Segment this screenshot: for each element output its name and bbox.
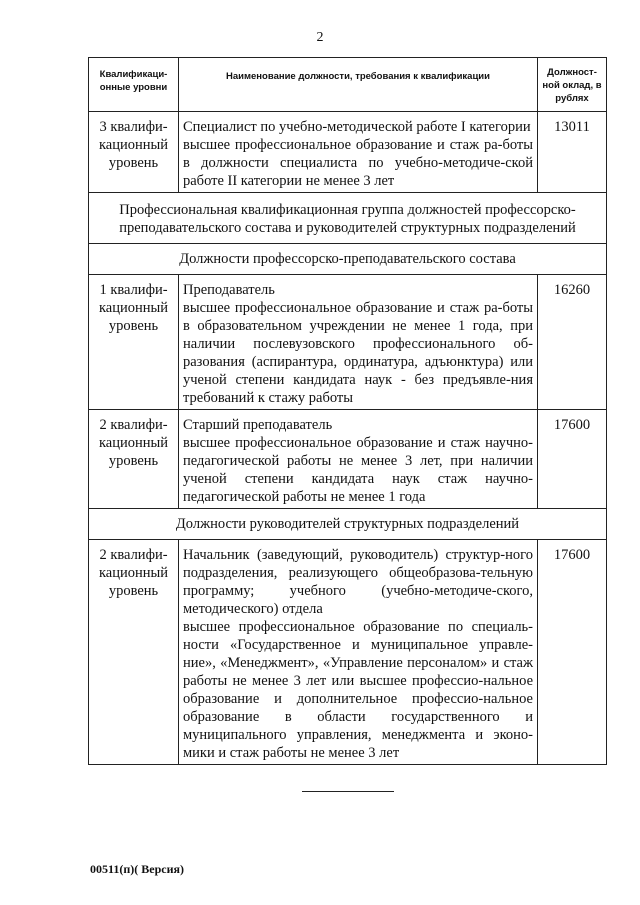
group-title-row (89, 193, 607, 244)
position-title: Начальник (заведующий, руководитель) структур-ного подразделения, реализующего общеобразова-тельную программу; учебного (учебно-методиче-ского, методического) отдела (183, 547, 533, 617)
header-levels: Квалификаци-онные уровни (89, 58, 179, 112)
salary-cell: 17600 (538, 540, 607, 765)
salary-cell: 17600 (538, 410, 607, 509)
position-requirements: высшее профессиональное образование и стаж ра-боты в образовательном учреждении не менее 1 года, при наличии послевузовского профессионального об-разования (аспирантура, ординатура, адъюнктура) или ученой степени кандидата наук - без предъявле-ния требований к стажу работы (183, 300, 533, 406)
table-header-row (89, 58, 607, 112)
position-cell (179, 410, 538, 509)
section-title-row (89, 509, 607, 540)
section-title-teaching: Должности профессорско-преподавательского состава (89, 244, 607, 275)
qualification-table (88, 57, 607, 765)
position-requirements: высшее профессиональное образование и стаж научно-педагогической работы не менее 3 лет, при наличии ученой степени кандидата наук стаж научно-педагогической работы не менее 1 года (183, 435, 533, 505)
position-cell (179, 540, 538, 765)
header-salary: Должност-ной оклад, в рублях (538, 58, 607, 112)
position-requirements: высшее профессиональное образование по специаль-ности «Государственное и муниципальное управле-ние», «Менеджмент», «Управление персоналом» и стаж работы не менее 3 лет или высшее профессио-нальное образование и дополнительное профессио-нальное образование в области государственного и муниципального управления, менеджмента и эконо-мики и стаж работы не менее 3 лет (183, 619, 533, 761)
salary-cell: 16260 (538, 275, 607, 410)
table-row (89, 540, 607, 765)
group-title: Профессиональная квалификационная группа должностей профессорско-преподавательского состава и руководителей структурных подразделений (89, 193, 607, 244)
salary-cell: 13011 (538, 112, 607, 193)
position-title: Старший преподаватель (183, 417, 333, 433)
end-divider (302, 791, 394, 792)
position-cell (179, 112, 538, 193)
position-title: Преподаватель (183, 282, 275, 298)
level-cell: 2 квалифи-кационный уровень (89, 410, 179, 509)
table-row (89, 410, 607, 509)
table-row (89, 275, 607, 410)
header-positions: Наименование должности, требования к квалификации (179, 58, 538, 112)
position-requirements: высшее профессиональное образование и стаж ра-боты в должности специалиста по учебно-методиче-ской работе II категории не менее 3 лет (183, 137, 533, 189)
section-title-row (89, 244, 607, 275)
position-cell (179, 275, 538, 410)
page-number: 2 (316, 30, 324, 45)
document-footer: 00511(п)( Версия) (90, 862, 184, 876)
level-cell: 1 квалифи-кационный уровень (89, 275, 179, 410)
level-cell: 2 квалифи-кационный уровень (89, 540, 179, 765)
position-title: Специалист по учебно-методической работе I категории (183, 119, 531, 135)
table-row (89, 112, 607, 193)
section-title-heads: Должности руководителей структурных подразделений (89, 509, 607, 540)
level-cell: 3 квалифи-кационный уровень (89, 112, 179, 193)
